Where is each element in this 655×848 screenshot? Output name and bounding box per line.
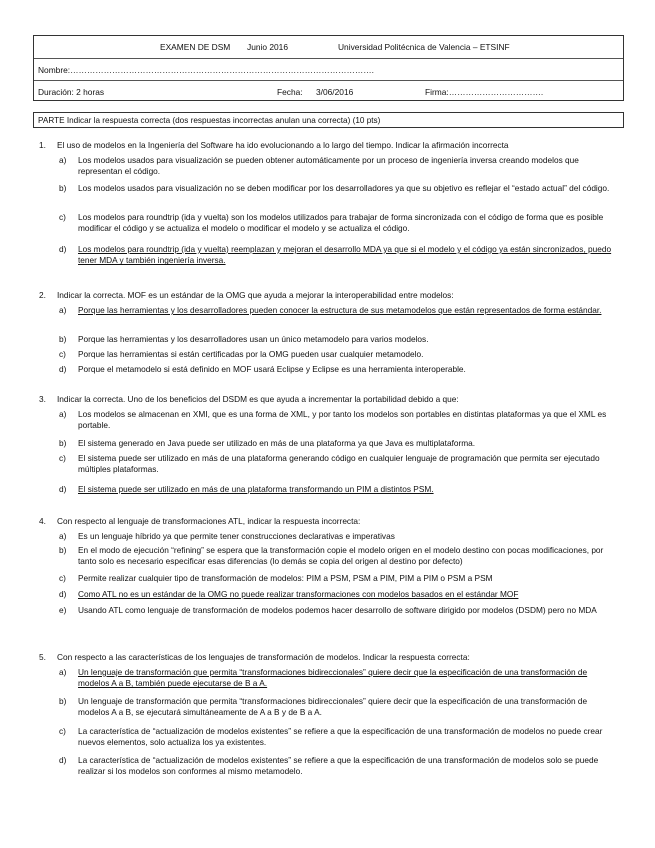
option-text: Un lenguaje de transformación que permita “transformaciones bidireccionales” quiere decir que la especificación de una transformación de modelos A a B, también puede ejecutarse de B a A. [78,667,588,689]
parte-instructions: PARTE Indicar la respuesta correcta (dos respuestas incorrectas anulan una correcta) (10 pts) [33,112,624,128]
header-row-title [34,36,623,58]
option-letter: c) [59,349,66,359]
option-3-d[interactable] [59,484,618,495]
option-1-c[interactable] [59,212,618,235]
option-4-b[interactable] [59,545,618,568]
option-2-c[interactable] [59,349,618,360]
option-letter: b) [59,183,67,193]
university-name: Universidad Politécnica de Valencia – ETSINF [338,42,510,52]
option-4-c[interactable] [59,573,618,584]
option-text: Los modelos usados para visualización no se deben modificar por los desarrolladores ya que su objetivo es reflejar el “estado actual” del código. [78,183,610,193]
option-text: Porque las herramientas y los desarrolladores pueden conocer la estructura de sus metamodelos que están representados de forma estándar. [78,305,602,315]
question-text: Indicar la correcta. MOF es un estándar de la OMG que ayuda a mejorar la interoperabilidad entre modelos: [57,290,454,300]
option-2-d[interactable] [59,364,618,375]
firma-field[interactable]: Firma:……………………………. [425,87,544,97]
option-4-e[interactable] [59,605,618,616]
option-5-b[interactable] [59,696,618,719]
option-1-b[interactable] [59,183,618,194]
question-text: Con respecto a las características de los lenguajes de transformación de modelos. Indicar la respuesta correcta: [57,652,470,662]
option-text: El sistema puede ser utilizado en más de una plataforma generando código en cualquier lenguaje de programación que permita ser ejecutado múltiples plataformas. [78,453,600,475]
question-number: 4. [39,516,46,526]
option-1-d[interactable] [59,244,618,267]
option-text: En el modo de ejecución “refining” se espera que la transformación copie el modelo origen en el modelo destino con pocas modificaciones, por tanto solo es necesario especificar esas diferencias (lo demás se copia del origen al destino por defecto) [78,545,604,567]
option-4-a[interactable] [59,531,618,542]
option-text: El sistema generado en Java puede ser utilizado en más de una plataforma ya que Java es multiplataforma. [78,438,476,448]
name-field[interactable]: Nombre:………………………………………………………………………………………………. [38,65,374,75]
exam-date: Junio 2016 [247,42,288,52]
option-3-b[interactable] [59,438,618,449]
option-text: Porque el metamodelo si está definido en MOF usará Eclipse y Eclipse es una herramienta interoperable. [78,364,466,374]
option-letter: a) [59,409,67,419]
exam-title: EXAMEN DE DSM [160,42,231,52]
question-number: 2. [39,290,46,300]
option-text: La característica de “actualización de modelos existentes” se refiere a que la especificación de una transformación de modelos no puede crear nuevos elementos, solo actualiza los ya existentes. [78,726,603,748]
option-5-a[interactable] [59,667,618,690]
option-letter: b) [59,334,67,344]
option-letter: a) [59,305,67,315]
fecha-label: Fecha: [277,87,303,97]
option-text: Los modelos se almacenan en XMI, que es una forma de XML, y por tanto los modelos son portables en distintas plataformas ya que el XML es portable. [78,409,607,431]
option-letter: c) [59,212,66,222]
option-text: Como ATL no es un estándar de la OMG no puede realizar transformaciones con modelos basados en el estándar MOF [78,589,519,599]
question-text: Indicar la correcta. Uno de los beneficios del DSDM es que ayuda a incrementar la portabilidad debido a que: [57,394,459,404]
option-letter: d) [59,589,67,599]
exam-header [33,35,624,101]
option-letter: d) [59,755,67,765]
option-letter: b) [59,438,67,448]
option-text: Permite realizar cualquier tipo de transformación de modelos: PIM a PSM, PSM a PIM, PIM a PIM o PSM a PSM [78,573,493,583]
header-row-info [34,80,623,103]
option-letter: c) [59,453,66,463]
header-row-name [34,58,623,81]
option-letter: c) [59,726,66,736]
option-letter: b) [59,696,67,706]
option-text: El sistema puede ser utilizado en más de una plataforma transformando un PIM a distintos PSM. [78,484,434,494]
option-text: Un lenguaje de transformación que permita “transformaciones bidireccionales” quiere decir que la especificación de una transformación de modelos A a B, se ejecutará simultáneamente de A a B y de B a A. [78,696,588,718]
option-letter: d) [59,244,67,254]
question-text: Con respecto al lenguaje de transformaciones ATL, indicar la respuesta incorrecta: [57,516,361,526]
option-5-c[interactable] [59,726,618,749]
question-number: 5. [39,652,46,662]
duration-label: Duración: 2 horas [38,87,105,97]
option-text: Los modelos usados para visualización se pueden obtener automáticamente por un proceso de ingeniería inversa creando modelos que representan el código. [78,155,579,177]
question-number: 1. [39,140,46,150]
option-2-b[interactable] [59,334,618,345]
option-2-a[interactable] [59,305,618,316]
option-text: Es un lenguaje híbrido ya que permite tener construcciones declarativas e imperativas [78,531,395,541]
option-letter: d) [59,364,67,374]
option-letter: a) [59,667,67,677]
question-number: 3. [39,394,46,404]
option-letter: a) [59,531,67,541]
option-text: Porque las herramientas si están certificadas por la OMG pueden usar cualquier metamodelo. [78,349,424,359]
option-3-c[interactable] [59,453,618,476]
option-letter: e) [59,605,67,615]
question-text: El uso de modelos en la Ingeniería del Software ha ido evolucionando a lo largo del tiempo. Indicar la afirmación incorrecta [57,140,509,150]
fecha-value: 3/06/2016 [316,87,354,97]
option-letter: d) [59,484,67,494]
option-text: Los modelos para roundtrip (ida y vuelta) reemplazan y mejoran el desarrollo MDA ya que si el modelo y el código ya están sincronizados, puedo tener MDA y también ingeniería inversa. [78,244,612,266]
option-letter: c) [59,573,66,583]
option-text: La característica de “actualización de modelos existentes” se refiere a que la especificación de una transformación de modelos solo se puede realizar si los modelos son conformes al mismo metamodelo. [78,755,599,777]
option-text: Los modelos para roundtrip (ida y vuelta) son los modelos utilizados para trabajar de forma sincronizada con el código de forma que es posible modificar el código y se actualiza el modelo o modificar el modelo y se actualiza el código. [78,212,604,234]
option-4-d[interactable] [59,589,618,600]
option-1-a[interactable] [59,155,618,178]
option-letter: b) [59,545,67,555]
option-3-a[interactable] [59,409,618,432]
option-text: Porque las herramientas y los desarrolladores usan un único metamodelo para varios modelos. [78,334,429,344]
option-text: Usando ATL como lenguaje de transformación de modelos podemos hacer desarrollo de software dirigido por modelos (DSDM) pero no MDA [78,605,597,615]
option-5-d[interactable] [59,755,618,778]
option-letter: a) [59,155,67,165]
